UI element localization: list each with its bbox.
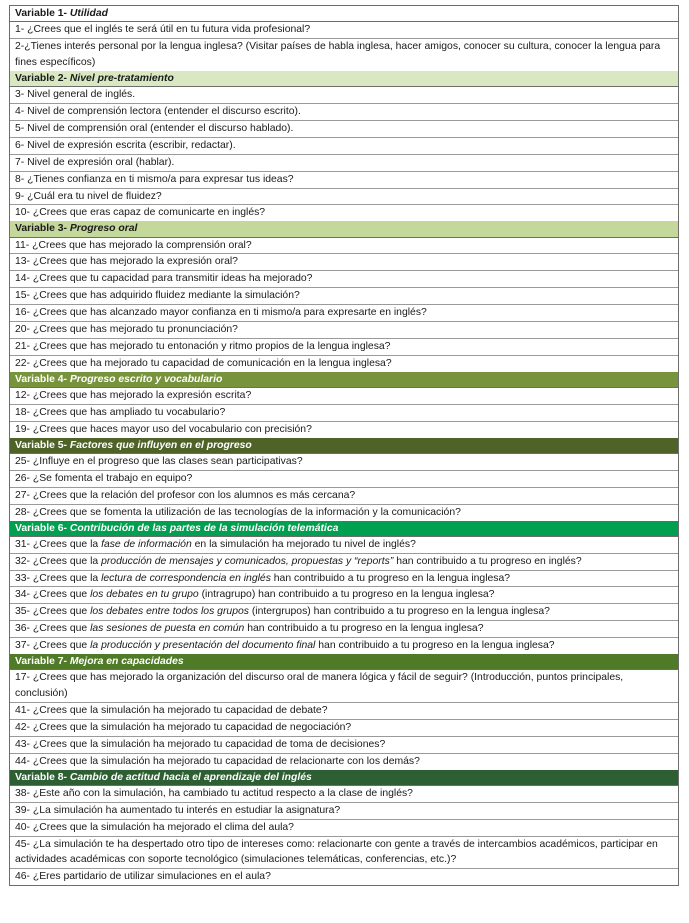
question-text: 20- ¿Crees que has mejorado tu pronunciación? [15,324,238,336]
question-text: 13- ¿Crees que has mejorado la expresión oral? [15,256,238,268]
question-row [10,388,678,405]
question-row [10,703,678,720]
question-row [10,505,678,521]
question-text: 12- ¿Crees que has mejorado la expresión escrita? [15,389,252,401]
question-row [10,621,678,638]
question-row [10,339,678,356]
question-text: 4- Nivel de comprensión lectora (entender el discurso escrito). [15,106,301,117]
variable-title: Factores que influyen en el progreso [69,439,252,451]
question-text: 7- Nivel de expresión oral (hablar). [15,156,175,168]
question-text: en la simulación ha mejorado tu nivel de inglés? [191,538,416,550]
question-row [10,454,678,471]
variable-header-5 [10,438,678,454]
question-text: 2-¿Tienes interés personal por la lengua inglesa? (Visitar países de habla inglesa, hacer amigos, conocer su cultura, conocer la lengua para fines específicos) [15,41,661,68]
question-text: 44- ¿Crees que la simulación ha mejorado tu capacidad de relacionarte con los demás? [15,755,420,767]
variable-title: Progreso oral [69,223,138,235]
question-emphasis: los debates entre todos los grupos [90,606,249,618]
question-row [10,121,678,138]
variable-title: Progreso escrito y vocabulario [69,373,223,385]
question-row [10,820,678,837]
question-text: 31- ¿Crees que la [15,538,102,550]
question-row [10,869,678,885]
question-row [10,786,678,803]
question-text: 25- ¿Influye en el progreso que las clases sean participativas? [15,455,303,467]
question-row [10,205,678,221]
variable-section-3 [10,221,678,371]
variable-header-1 [10,6,678,22]
question-text: 46- ¿Eres partidario de utilizar simulaciones en el aula? [15,871,271,883]
question-text: 40- ¿Crees que la simulación ha mejorado el clima del aula? [15,821,294,833]
question-row [10,288,678,305]
question-row [10,172,678,189]
variable-label: Variable 3- [15,223,70,235]
question-text: 10- ¿Crees que eras capaz de comunicarte en inglés? [15,207,266,219]
question-text: 34- ¿Crees que [15,589,91,601]
variable-label: Variable 2- [15,72,70,84]
question-text: 21- ¿Crees que has mejorado tu entonación y ritmo propios de la lengua inglesa? [15,340,391,352]
variable-title: Nivel pre-tratamiento [69,72,174,84]
variable-label: Variable 7- [15,656,70,668]
question-text: 28- ¿Crees que se fomenta la utilización de las tecnologías de la información y la comunicación? [15,506,461,518]
question-emphasis: las sesiones de puesta en común [90,623,245,635]
question-text: han contribuido a tu progreso en la lengua inglesa? [244,623,484,635]
question-text: 9- ¿Cuál era tu nivel de fluidez? [15,190,162,202]
question-text: 45- ¿La simulación te ha despertado otro tipo de intereses como: relacionarte con gente a través de intercambios académicos, participar en actividades académicas con soporte tecnológico (simulaciones telemáticas, conferencias, etc.)? [15,838,658,866]
question-row [10,189,678,206]
variable-section-6 [10,521,678,655]
variable-title: Utilidad [69,8,108,19]
question-emphasis: producción de mensajes y comunicados, propuestas y “reports” [101,555,394,567]
question-text: 15- ¿Crees que has adquirido fluidez mediante la simulación? [15,290,300,302]
variable-label: Variable 4- [15,373,70,385]
question-row [10,356,678,372]
variable-section-4 [10,372,678,438]
variable-label: Variable 8- [15,771,70,783]
variable-label: Variable 1- [15,8,70,19]
question-text: (intragrupo) han contribuido a tu progreso en la lengua inglesa? [198,589,495,601]
variable-section-1 [10,6,678,71]
question-row [10,638,678,654]
question-text: 6- Nivel de expresión escrita (escribir, redactar). [15,139,236,151]
question-text: 11- ¿Crees que has mejorado la comprensión oral? [15,239,252,251]
question-emphasis: fase de información [101,538,192,550]
variable-section-7 [10,654,678,770]
question-text: 3- Nivel general de inglés. [15,89,136,101]
question-text: 42- ¿Crees que la simulación ha mejorado tu capacidad de negociación? [15,721,352,733]
question-text: 22- ¿Crees que ha mejorado tu capacidad de comunicación en la lengua inglesa? [15,357,392,369]
question-row [10,22,678,39]
variable-section-2 [10,71,678,221]
question-text: 27- ¿Crees que la relación del profesor con los alumnos es más cercana? [15,489,356,501]
question-row [10,737,678,754]
question-text: 17- ¿Crees que has mejorado la organización del discurso oral de manera lógica y fácil de seguir? (Introducción, puntos principales, conclusión) [15,672,624,700]
question-text: 14- ¿Crees que tu capacidad para transmitir ideas ha mejorado? [15,273,313,285]
question-text: 26- ¿Se fomenta el trabajo en equipo? [15,472,193,484]
question-row [10,554,678,571]
variable-header-8 [10,770,678,786]
question-text: han contribuido a tu progreso en inglés? [393,555,582,567]
question-row [10,837,678,870]
question-row [10,803,678,820]
variable-title: Mejora en capacidades [69,656,184,668]
variable-header-6 [10,521,678,537]
question-text: han contribuido a tu progreso en la lengua inglesa? [270,572,511,584]
variable-header-3 [10,221,678,237]
question-text: 16- ¿Crees que has alcanzado mayor confianza en ti mismo/a para expresarte en inglés? [15,307,427,319]
variable-header-2 [10,71,678,87]
question-emphasis: lectura de correspondencia en inglés [101,572,271,584]
question-row [10,104,678,121]
question-row [10,87,678,104]
question-row [10,537,678,554]
question-emphasis: la producción y presentación del documento final [90,640,316,652]
question-row [10,488,678,505]
question-row [10,322,678,339]
variable-label: Variable 6- [15,522,70,534]
question-row [10,238,678,255]
question-text: 36- ¿Crees que [15,623,91,635]
question-row [10,254,678,271]
questionnaire-table [9,5,679,886]
question-text: 37- ¿Crees que [15,640,91,652]
question-text: 39- ¿La simulación ha aumentado tu interés en estudiar la asignatura? [15,804,341,816]
question-text: 19- ¿Crees que haces mayor uso del vocabulario con precisión? [15,423,312,435]
question-row [10,271,678,288]
question-text: 1- ¿Crees que el inglés te será útil en tu futura vida profesional? [15,24,311,36]
question-emphasis: los debates en tu grupo [90,589,199,601]
variable-section-5 [10,438,678,521]
question-text: 43- ¿Crees que la simulación ha mejorado tu capacidad de toma de decisiones? [15,738,386,750]
question-row [10,754,678,770]
variable-header-4 [10,372,678,388]
question-row [10,604,678,621]
question-text: 33- ¿Crees que la [15,572,102,584]
question-text: 41- ¿Crees que la simulación ha mejorado tu capacidad de debate? [15,705,328,717]
question-row [10,155,678,172]
question-text: han contribuido a tu progreso en la lengua inglesa? [315,640,555,652]
question-row [10,39,678,71]
question-row [10,720,678,737]
question-text: 38- ¿Este año con la simulación, ha cambiado tu actitud respecto a la clase de inglés? [15,787,413,799]
question-row [10,571,678,588]
question-text: 32- ¿Crees que la [15,555,102,567]
question-row [10,138,678,155]
variable-section-8 [10,770,678,886]
question-text: 5- Nivel de comprensión oral (entender el discurso hablado). [15,122,294,134]
variable-title: Contribución de las partes de la simulación telemática [69,522,339,534]
question-text: 35- ¿Crees que [15,606,91,618]
variable-header-7 [10,654,678,670]
question-text: 8- ¿Tienes confianza en ti mismo/a para expresar tus ideas? [15,173,294,185]
question-text: 18- ¿Crees que has ampliado tu vocabulario? [15,406,226,418]
question-row [10,422,678,438]
question-row [10,587,678,604]
question-row [10,405,678,422]
variable-label: Variable 5- [15,439,70,451]
question-row [10,305,678,322]
question-row [10,670,678,703]
question-row [10,471,678,488]
question-text: (intergrupos) han contribuido a tu progreso en la lengua inglesa? [248,606,550,618]
variable-title: Cambio de actitud hacia el aprendizaje del inglés [69,771,312,783]
